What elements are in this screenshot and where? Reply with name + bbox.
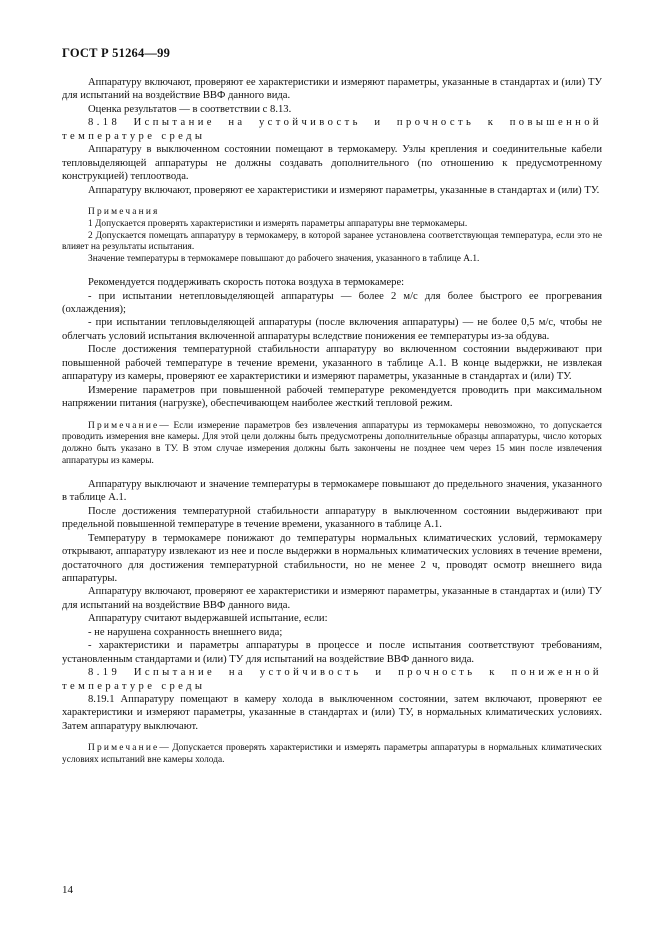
paragraph: Аппаратуру включают, проверяют ее характеристики и измеряют параметры, указанные в стандартах и (или) ТУ для испытаний на воздействие ВВФ данного вида. (62, 77, 602, 102)
list-item: - не нарушена сохранность внешнего вида; (88, 626, 283, 638)
list-item: - характеристики и параметры аппаратуры в процессе и после испытания соответствуют требованиям, установленным стандартами и (или) ТУ для испытаний на воздействие ВВФ данного вида. (62, 640, 602, 665)
page-number: 14 (62, 884, 73, 896)
paragraph: Температуру в термокамере понижают до температуры нормальных климатических условий, термокамеру открывают, аппаратуру извлекают из нее и после выдержки в нормальных климатических условиях в течение времени, достаточного для достижения температурной стабильности, но не менее 2 ч, проводят осмотр внешнего вида аппаратуры. (62, 532, 602, 584)
list-item: - при испытании нетепловыделяющей аппаратуры — более 2 м/с для более быстрого ее прогревания (охлаждения); (62, 290, 602, 315)
note-label: Примечание (88, 743, 160, 754)
paragraph: 8.19.1 Аппаратуру помещают в камеру холода в выключенном состоянии, затем включают, проверяют ее характеристики и измеряют параметры, указанные в стандартах и (или) ТУ, в нормальных климатических условиях. Затем аппаратуру выключают. (62, 694, 602, 732)
paragraph: Аппаратуру включают, проверяют ее характеристики и измеряют параметры, указанные в стандартах и (или) ТУ. (88, 184, 600, 196)
list-item: - при испытании тепловыделяющей аппаратуры (после включения аппаратуры) — не более 0,5 м/с, чтобы не облегчать условий испытания включенной аппаратуры вследствие понижения ее температуры из-за обдува. (62, 317, 602, 342)
note-label: Примечание (88, 420, 160, 431)
paragraph: После достижения температурной стабильности аппаратуру в выключенном состоянии выдерживают при предельной повышенной температуре в течение времени, указанного в таблице А.1. (62, 505, 602, 531)
document-body (62, 76, 602, 767)
note-1: 1 Допускается проверять характеристики и измерять параметры аппаратуры вне термокамеры. (88, 218, 468, 229)
note-2: 2 Допускается помещать аппаратуру в термокамеру, в которой заранее установлена соответствующая температура, если это не влияет на результаты испытания. (62, 230, 602, 253)
paragraph: Оценка результатов — в соответствии с 8.13. (88, 103, 292, 115)
note-text: — Если измерение параметров без извлечения аппаратуры из термокамеры невозможно, то допускается проводить измерения вне камеры. Для этой цели должны быть предусмотрены дополнительные образцы аппаратуры, число которых должно быть указано в ТУ. В этом случае измерения должны быть закончены не позднее чем через 15 мин после извлечения аппаратуры из камеры. (62, 420, 602, 466)
paragraph: Аппаратуру выключают и значение температуры в термокамере повышают до предельного значения, указанного в таблице А.1. (62, 478, 602, 504)
section-heading-8-19: 8.19 Испытание на устойчивость и прочность к пониженной температуре среды (62, 667, 602, 692)
note-3: Значение температуры в термокамере повышают до рабочего значения, указанного в таблице А.1. (88, 254, 480, 265)
section-heading-8-18: 8.18 Испытание на устойчивость и прочность к повышенной температуре среды (62, 117, 602, 142)
note-5 (62, 743, 602, 767)
notes-title: Примечания (88, 207, 160, 218)
paragraph: Рекомендуется поддерживать скорость потока воздуха в термокамере: (88, 277, 405, 289)
paragraph: Аппаратуру считают выдержавшей испытание, если: (88, 613, 328, 625)
standard-header: ГОСТ Р 51264—99 (62, 46, 171, 60)
note-text: — Допускается проверять характеристики и измерять параметры аппаратуры в нормальных климатических условиях испытаний вне камеры холода. (62, 743, 602, 766)
paragraph: Измерение параметров при повышенной рабочей температуре рекомендуется проводить при максимальном напряжении питания (нагрузке), обеспечивающем наиболее жесткий тепловой режим. (62, 384, 602, 410)
note-4 (62, 421, 602, 468)
paragraph: После достижения температурной стабильности аппаратуру во включенном состоянии выдерживают при повышенной рабочей температуре в течение времени, указанного в таблице А.1. В конце выдержки, не извлекая аппаратуру из камеры, проверяют ее характеристики и измеряют параметры, указанные в стандартах и (или) ТУ. (62, 344, 602, 383)
paragraph: Аппаратуру в выключенном состоянии помещают в термокамеру. Узлы крепления и соединительные кабели тепловыделяющей аппаратуры не должны создавать дополнительного (по отношению к предусмотренному конструкцией) теплоотвода. (62, 144, 602, 183)
paragraph: Аппаратуру включают, проверяют ее характеристики и измеряют параметры, указанные в стандартах и (или) ТУ для испытаний на воздействие ВВФ данного вида. (62, 586, 602, 611)
